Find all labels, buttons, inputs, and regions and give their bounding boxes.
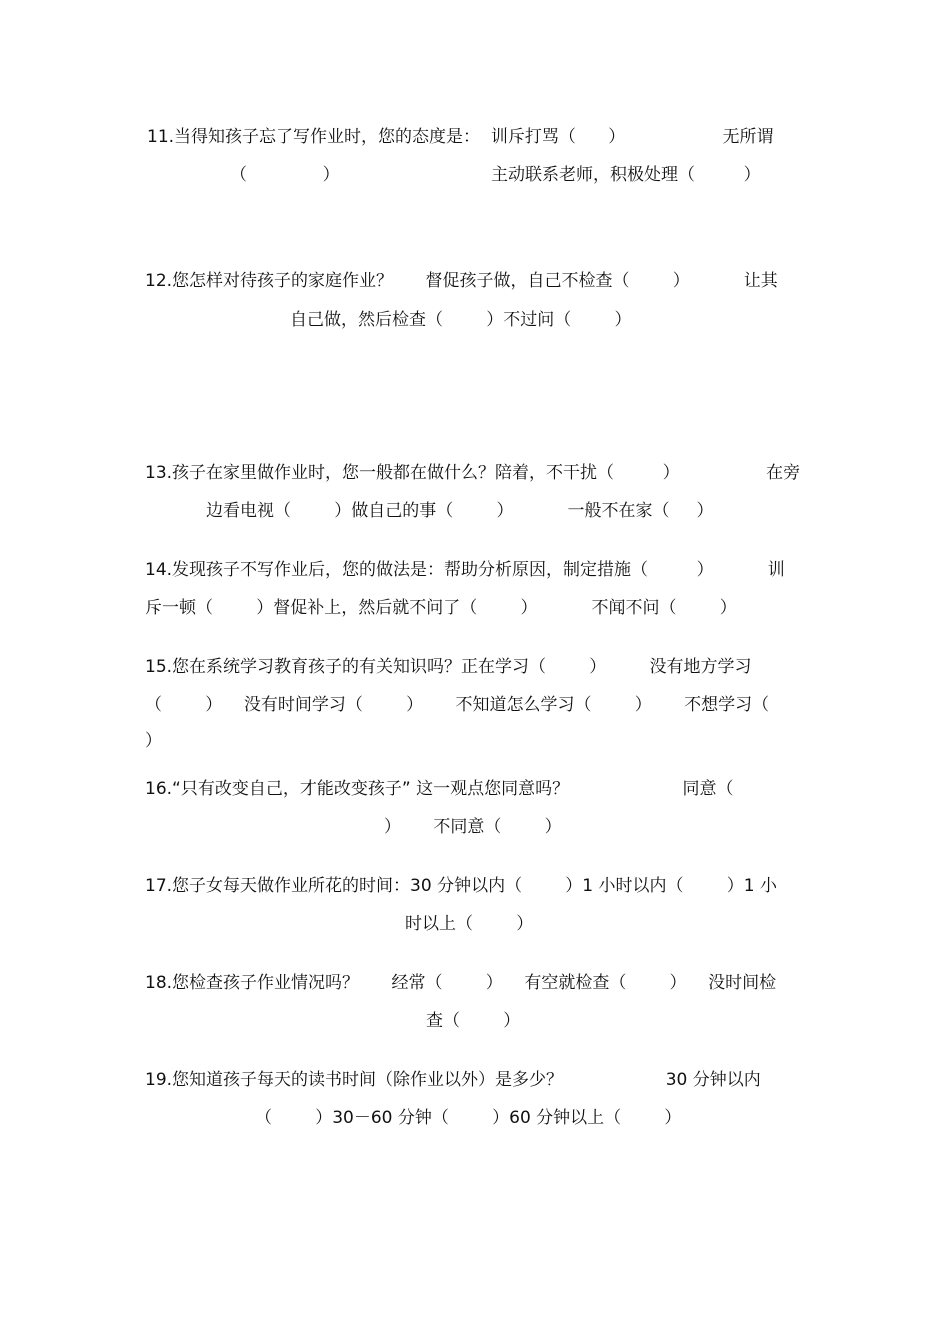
question-19-line-1 <box>145 1068 761 1092</box>
question-text: 您在系统学习教育孩子的有关知识吗？正在学习（ ） 没有地方学习 <box>172 657 752 677</box>
question-18-line-2: 查（ ） <box>426 1011 521 1031</box>
question-text: 您知道孩子每天的读书时间（除作业以外）是多少？ 30 分钟以内 <box>172 1070 761 1090</box>
question-19-line-2: （ ）30－60 分钟（ ）60 分钟以上（ ） <box>255 1108 682 1128</box>
question-number: 14. <box>145 560 173 580</box>
question-17-line-1 <box>145 874 777 898</box>
question-text: 孩子在家里做作业时，您一般都在做什么？陪着，不干扰（ ） 在旁 <box>172 463 801 483</box>
question-11-line-2: （ ） 主动联系老师，积极处理（ ） <box>230 165 761 185</box>
question-16-line-2: ） 不同意（ ） <box>384 817 562 837</box>
question-number: 17. <box>145 876 173 896</box>
question-15-line-3: ） <box>145 731 162 751</box>
question-number: 16. <box>145 779 173 799</box>
question-12-line-2: 自己做，然后检查（ ）不过问（ ） <box>290 310 632 330</box>
question-text: 发现孩子不写作业后，您的做法是：帮助分析原因，制定措施（ ） 训 <box>172 560 785 580</box>
question-text: 您怎样对待孩子的家庭作业？ 督促孩子做，自己不检查（ ） 让其 <box>172 271 778 291</box>
question-text: 您检查孩子作业情况吗？ 经常（ ） 有空就检查（ ） 没时间检 <box>172 973 777 993</box>
question-text: “只有改变自己，才能改变孩子” 这一观点您同意吗？ 同意（ <box>172 779 734 799</box>
question-number: 15. <box>145 657 173 677</box>
question-number: 11. <box>147 127 175 147</box>
question-text: 当得知孩子忘了写作业时，您的态度是： 训斥打骂（ ） 无所谓 <box>174 127 774 147</box>
question-16-line-1 <box>145 777 734 801</box>
question-15-line-2: （ ） 没有时间学习（ ） 不知道怎么学习（ ） 不想学习（ <box>145 695 770 715</box>
question-14-line-1 <box>145 558 785 582</box>
question-number: 18. <box>145 973 173 993</box>
question-number: 19. <box>145 1070 173 1090</box>
question-number: 13. <box>145 463 173 483</box>
question-17-line-2: 时以上（ ） <box>405 914 534 934</box>
question-11-line-1 <box>147 125 774 149</box>
question-12-line-1 <box>145 269 778 293</box>
question-number: 12. <box>145 271 173 291</box>
question-18-line-1 <box>145 971 776 995</box>
question-text: 您子女每天做作业所花的时间：30 分钟以内（ ）1 小时以内（ ）1 小 <box>172 876 777 896</box>
question-13-line-2: 边看电视（ ）做自己的事（ ） 一般不在家（ ） <box>206 501 714 521</box>
question-13-line-1 <box>145 461 800 485</box>
question-14-line-2: 斥一顿（ ）督促补上，然后就不问了（ ） 不闻不问（ ） <box>145 598 737 618</box>
question-15-line-1 <box>145 655 752 679</box>
